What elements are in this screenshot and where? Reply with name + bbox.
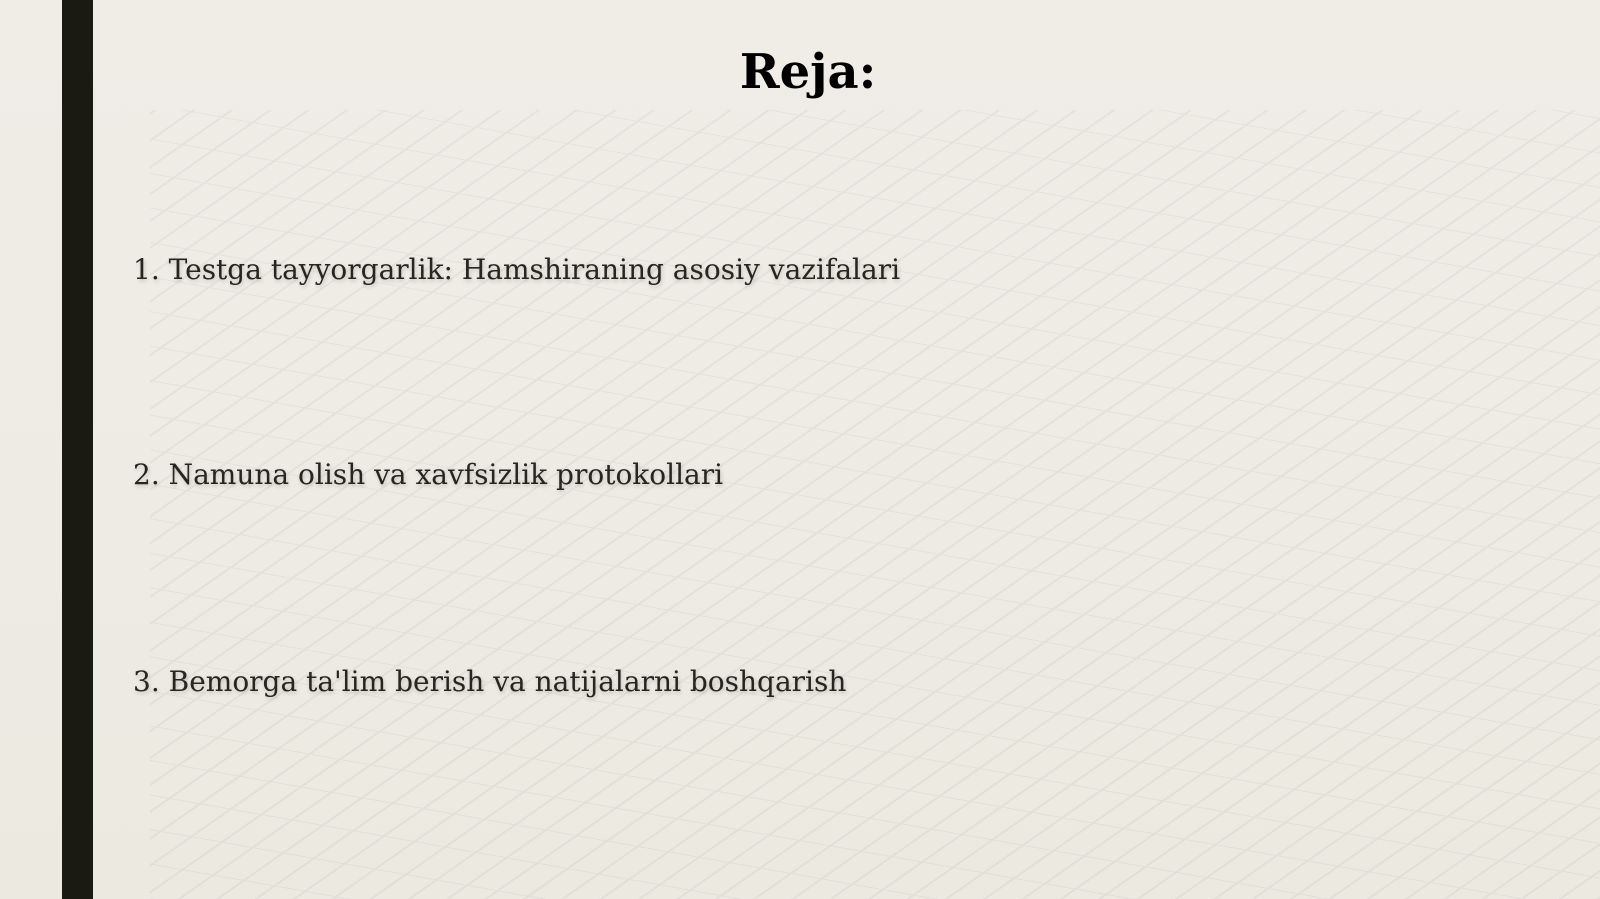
plan-item-3: 3. Bemorga ta'lim berish va natijalarni boshqarish bbox=[133, 665, 847, 698]
slide-title: Reja: bbox=[739, 44, 877, 100]
background-texture bbox=[150, 110, 1600, 899]
plan-item-2: 2. Namuna olish va xavfsizlik protokollari bbox=[133, 458, 724, 491]
left-accent-bar bbox=[62, 0, 93, 899]
plan-item-1: 1. Testga tayyorgarlik: Hamshiraning asosiy vazifalari bbox=[133, 253, 901, 286]
